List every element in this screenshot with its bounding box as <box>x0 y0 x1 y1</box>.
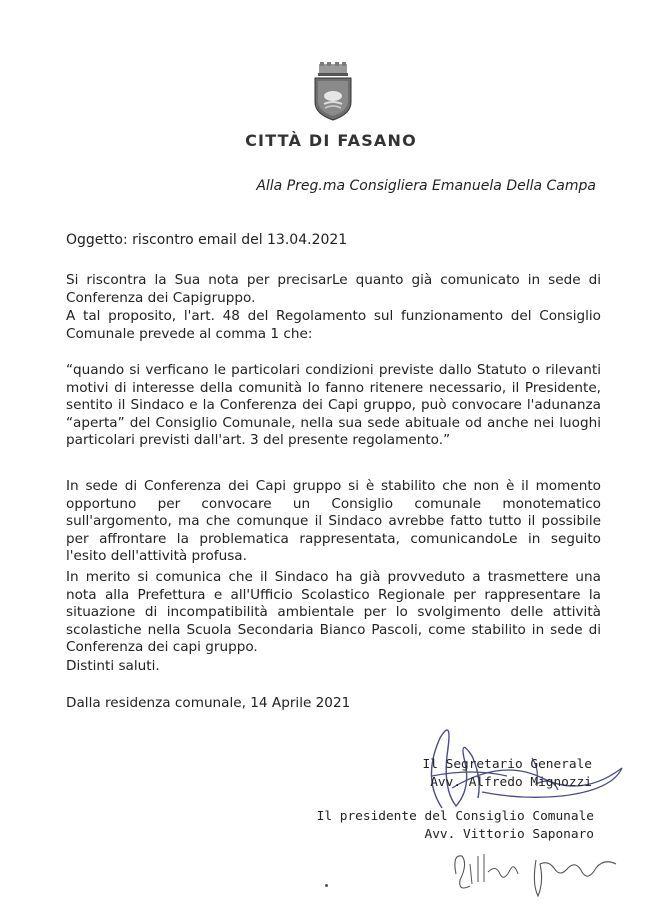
paragraph-intro: Si riscontra la Sua nota per precisarLe quanto già comunicato in sede di Conferenza dei Capigruppo. <box>66 272 601 306</box>
closing-salutation: Distinti saluti. <box>66 658 160 674</box>
secretary-signature-block <box>423 756 593 792</box>
secretary-title: Il Segretario Generale <box>422 757 592 772</box>
president-handwritten-signature <box>448 834 628 904</box>
scan-speck <box>325 884 328 887</box>
president-name: Avv. Vittorio Saponaro <box>424 827 594 842</box>
president-title: Il presidente del Consiglio Comunale <box>316 809 594 824</box>
paragraph-article-reference: A tal proposito, l'art. 48 del Regolamento sul funzionamento del Consiglio Comunale prevede al comma 1 che: <box>66 308 601 342</box>
recipient-line: Alla Preg.ma Consigliera Emanuela Della Campa <box>256 178 596 194</box>
city-coat-of-arms-icon <box>305 62 361 122</box>
paragraph-conference-decision: In sede di Conferenza dei Capi gruppo si è stabilito che non è il momento opportuno per convocare un Consiglio comunale monotematico sull'argomento, ma che comunque il Sindaco avrebbe fatto tutto il possibile per affrontare la problematica rappresentata, comunicandoLe in seguito l'esito dell'attività profusa. <box>66 478 601 565</box>
paragraph-mayor-note: In merito si comunica che il Sindaco ha già provveduto a trasmettere una nota alla Prefettura e all'Ufficio Scolastico Regionale per rappresentare la situazione di incompatibilità ambientale per lo svolgimento delle attività scolastiche nella Scuola Secondaria Bianco Pascoli, come stabilito in sede di Conferenza dei capi gruppo. <box>66 569 601 656</box>
place-and-date: Dalla residenza comunale, 14 Aprile 2021 <box>66 695 351 711</box>
city-name-heading: CITTÀ DI FASANO <box>245 131 417 150</box>
secretary-name: Avv. Alfredo Mignozzi <box>430 775 592 790</box>
subject-line: Oggetto: riscontro email del 13.04.2021 <box>66 232 348 248</box>
quoted-regulation: “quando si verficano le particolari condizioni previste dallo Statuto o rilevanti motivi di interesse della comunità lo fanno ritenere necessario, il Presidente, sentito il Sindaco e la Conferenza dei Capi gruppo, può convocare l'adunanza “aperta” del Consiglio Comunale, nella sua sede abituale od anche nei luoghi particolari previsti dall'art. 3 del presente regolamento.” <box>66 362 601 449</box>
